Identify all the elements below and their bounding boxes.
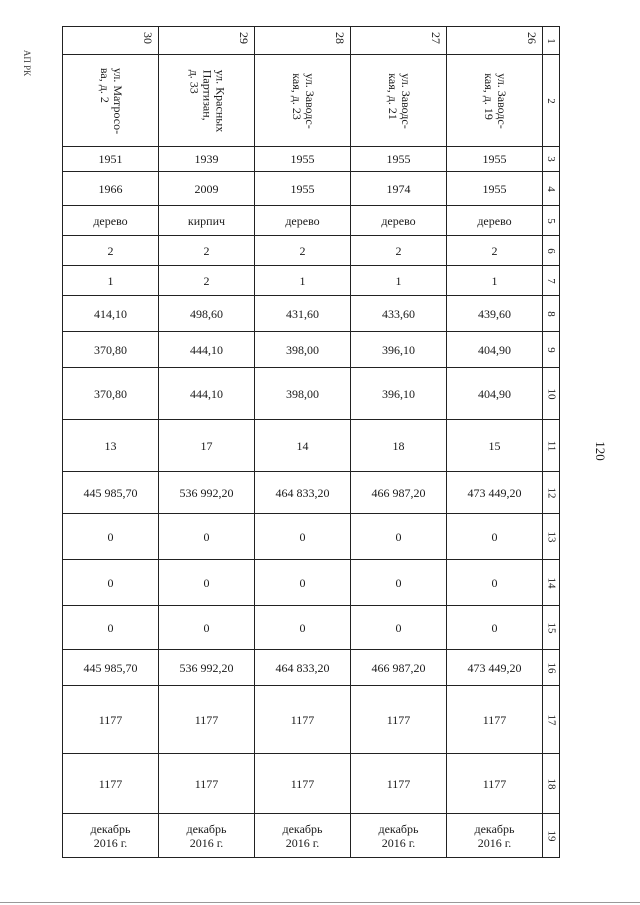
row-index — [543, 560, 560, 606]
table-cell-y1: 1955 — [255, 147, 351, 172]
table-cell-a1: 498,60 — [159, 296, 255, 332]
row-index-text: 12 — [545, 487, 557, 498]
row-index-text: 9 — [545, 346, 557, 353]
table-cell-c5: 473 449,20 — [447, 650, 543, 686]
row-index-text: 15 — [545, 622, 557, 633]
row-index — [543, 332, 560, 368]
table-cell-c5: 536 992,20 — [159, 650, 255, 686]
table-cell-c4: 0 — [351, 606, 447, 650]
table-cell-entrances: 1 — [351, 266, 447, 296]
row-index-text: 11 — [545, 440, 557, 451]
table-cell-c4: 0 — [63, 606, 159, 650]
table-cell-a3: 444,10 — [159, 368, 255, 420]
row-index-text: 10 — [545, 388, 557, 399]
address-cell — [351, 55, 447, 147]
table-row — [63, 332, 560, 368]
table-row — [63, 560, 560, 606]
table-cell-c2: 0 — [447, 514, 543, 560]
table-cell-a1: 414,10 — [63, 296, 159, 332]
address-text: ул. Заводс- кая, д. 21 — [385, 72, 413, 129]
table-cell-deadline: декабрь 2016 г. — [63, 814, 159, 858]
row-index-text: 8 — [545, 310, 557, 317]
table-cell-a3: 396,10 — [351, 368, 447, 420]
table-cell-c1: 536 992,20 — [159, 472, 255, 514]
row-index-text: 13 — [545, 531, 557, 542]
table-row — [63, 236, 560, 266]
row-index — [543, 472, 560, 514]
table-cell-y1: 1955 — [351, 147, 447, 172]
table-cell-c4: 0 — [447, 606, 543, 650]
table-cell-a2: 444,10 — [159, 332, 255, 368]
table-cell-deadline: декабрь 2016 г. — [447, 814, 543, 858]
table-cell-p1: 1177 — [159, 686, 255, 754]
table-cell-residents: 15 — [447, 420, 543, 472]
table-cell-c5: 445 985,70 — [63, 650, 159, 686]
table-cell-c2: 0 — [63, 514, 159, 560]
table-row — [63, 368, 560, 420]
table-cell-c3: 0 — [63, 560, 159, 606]
row-index — [543, 206, 560, 236]
table-cell-a1: 431,60 — [255, 296, 351, 332]
table-cell-a3: 398,00 — [255, 368, 351, 420]
table-cell-entrances: 1 — [63, 266, 159, 296]
table-cell-c1: 466 987,20 — [351, 472, 447, 514]
column-number-text: 30 — [141, 32, 155, 44]
row-index — [543, 606, 560, 650]
row-index — [543, 147, 560, 172]
table-cell-p2: 1177 — [159, 754, 255, 814]
table-row — [63, 814, 560, 858]
table-cell-c2: 0 — [351, 514, 447, 560]
table-cell-c3: 0 — [159, 560, 255, 606]
table-row — [63, 754, 560, 814]
table-row — [63, 172, 560, 206]
address-text: ул. Красных Партизан, д. 33 — [187, 69, 227, 132]
table-cell-p2: 1177 — [351, 754, 447, 814]
table-cell-p1: 1177 — [63, 686, 159, 754]
column-number-text: 27 — [429, 32, 443, 44]
table-cell-a1: 439,60 — [447, 296, 543, 332]
row-index — [543, 420, 560, 472]
table-cell-material: дерево — [255, 206, 351, 236]
table-cell-floors: 2 — [159, 236, 255, 266]
table-row — [63, 650, 560, 686]
data-table-wrapper — [62, 26, 559, 850]
row-index — [543, 172, 560, 206]
address-cell — [255, 55, 351, 147]
row-index — [543, 514, 560, 560]
table-cell-c3: 0 — [351, 560, 447, 606]
table-cell-y2: 1955 — [255, 172, 351, 206]
table-row — [63, 686, 560, 754]
table-cell-a1: 433,60 — [351, 296, 447, 332]
table-cell-p1: 1177 — [351, 686, 447, 754]
column-number — [447, 27, 543, 55]
table-row — [63, 514, 560, 560]
table-cell-a2: 398,00 — [255, 332, 351, 368]
row-index — [543, 266, 560, 296]
table-cell-p1: 1177 — [255, 686, 351, 754]
table-row — [63, 296, 560, 332]
table-cell-deadline: декабрь 2016 г. — [159, 814, 255, 858]
row-index — [543, 55, 560, 147]
table-row — [63, 27, 560, 55]
table-cell-material: дерево — [447, 206, 543, 236]
table-row — [63, 206, 560, 236]
table-cell-floors: 2 — [351, 236, 447, 266]
address-cell — [159, 55, 255, 147]
table-row — [63, 606, 560, 650]
table-cell-residents: 18 — [351, 420, 447, 472]
table-cell-c1: 464 833,20 — [255, 472, 351, 514]
table-cell-residents: 14 — [255, 420, 351, 472]
row-index-text: 3 — [545, 156, 557, 162]
table-row — [63, 266, 560, 296]
table-cell-p2: 1177 — [447, 754, 543, 814]
row-index — [543, 236, 560, 266]
row-index-text: 4 — [545, 185, 557, 192]
page-bottom-edge — [0, 902, 640, 903]
table-row — [63, 147, 560, 172]
table-cell-a2: 370,80 — [63, 332, 159, 368]
table-cell-material: дерево — [63, 206, 159, 236]
table-cell-c3: 0 — [255, 560, 351, 606]
table-cell-deadline: декабрь 2016 г. — [351, 814, 447, 858]
table-cell-residents: 13 — [63, 420, 159, 472]
table-cell-c4: 0 — [255, 606, 351, 650]
table-cell-c2: 0 — [255, 514, 351, 560]
column-number-text: 28 — [333, 32, 347, 44]
table-cell-a3: 370,80 — [63, 368, 159, 420]
table-cell-a2: 404,90 — [447, 332, 543, 368]
row-index-text: 18 — [545, 778, 557, 789]
column-number — [63, 27, 159, 55]
address-text: ул. Заводс- кая, д. 19 — [481, 72, 509, 129]
table-cell-y2: 1955 — [447, 172, 543, 206]
column-number — [159, 27, 255, 55]
table-cell-entrances: 1 — [255, 266, 351, 296]
row-index — [543, 650, 560, 686]
table-cell-material: кирпич — [159, 206, 255, 236]
table-cell-entrances: 1 — [447, 266, 543, 296]
table-cell-entrances: 2 — [159, 266, 255, 296]
table-cell-y2: 1966 — [63, 172, 159, 206]
table-cell-deadline: декабрь 2016 г. — [255, 814, 351, 858]
row-index — [543, 296, 560, 332]
table-cell-a3: 404,90 — [447, 368, 543, 420]
table-cell-floors: 2 — [255, 236, 351, 266]
row-index — [543, 814, 560, 858]
table-cell-a2: 396,10 — [351, 332, 447, 368]
page-number: 120 — [593, 441, 608, 461]
address-cell — [447, 55, 543, 147]
address-cell — [63, 55, 159, 147]
table-cell-p2: 1177 — [255, 754, 351, 814]
column-number-text: 29 — [237, 32, 251, 44]
row-index-text: 17 — [545, 714, 557, 725]
housing-table — [62, 26, 560, 858]
row-index — [543, 368, 560, 420]
row-index-text: 6 — [545, 247, 557, 254]
table-cell-c2: 0 — [159, 514, 255, 560]
row-index-text: 5 — [545, 217, 557, 224]
table-row — [63, 472, 560, 514]
row-index — [543, 27, 560, 55]
table-cell-y2: 1974 — [351, 172, 447, 206]
table-cell-y1: 1939 — [159, 147, 255, 172]
address-text: ул. Заводс- кая, д. 23 — [289, 72, 317, 129]
table-cell-material: дерево — [351, 206, 447, 236]
table-cell-c1: 445 985,70 — [63, 472, 159, 514]
row-index-text: 16 — [545, 662, 557, 673]
table-cell-y2: 2009 — [159, 172, 255, 206]
table-cell-c4: 0 — [159, 606, 255, 650]
table-cell-residents: 17 — [159, 420, 255, 472]
row-index — [543, 686, 560, 754]
row-index-text: 7 — [545, 277, 557, 284]
table-row — [63, 55, 560, 147]
table-cell-p2: 1177 — [63, 754, 159, 814]
table-cell-floors: 2 — [63, 236, 159, 266]
table-cell-floors: 2 — [447, 236, 543, 266]
column-number — [255, 27, 351, 55]
table-cell-c1: 473 449,20 — [447, 472, 543, 514]
table-row — [63, 420, 560, 472]
table-cell-c3: 0 — [447, 560, 543, 606]
table-cell-c5: 464 833,20 — [255, 650, 351, 686]
table-cell-y1: 1955 — [447, 147, 543, 172]
column-number-text: 26 — [525, 32, 539, 44]
row-index-text: 2 — [545, 97, 557, 104]
table-cell-c5: 466 987,20 — [351, 650, 447, 686]
row-index-text: 19 — [545, 830, 557, 841]
archive-mark: АП РК — [22, 49, 32, 77]
table-cell-p1: 1177 — [447, 686, 543, 754]
row-index-text: 14 — [545, 577, 557, 588]
column-number — [351, 27, 447, 55]
address-text: ул. Матросо- ва, д. 2 — [97, 67, 125, 134]
row-index-text: 1 — [545, 37, 557, 44]
table-cell-y1: 1951 — [63, 147, 159, 172]
row-index — [543, 754, 560, 814]
